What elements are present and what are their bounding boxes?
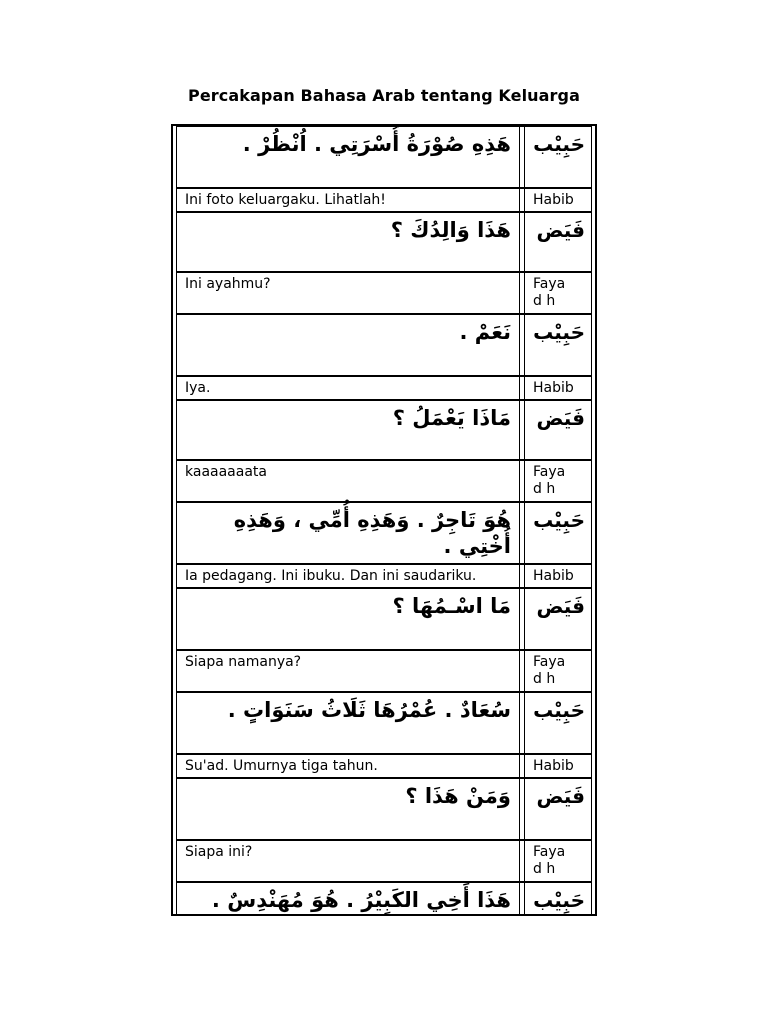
translation-text: Iya. (185, 380, 211, 396)
speaker-cell (524, 779, 592, 839)
arabic-speaker-name: حَبِيْب (533, 320, 585, 344)
arabic-speaker-name: حَبِيْب (533, 508, 585, 532)
speaker-cell (524, 883, 592, 916)
arabic-speaker-name: حَبِيْب (533, 698, 585, 722)
arabic-text-cell (176, 693, 520, 753)
translation-row (176, 650, 592, 692)
speaker-name: Fayad h (533, 464, 566, 497)
translation-row (176, 460, 592, 502)
translation-text: kaaaaaaata (185, 464, 267, 480)
speaker-name: Fayad h (533, 844, 566, 877)
speaker-name: Habib (533, 568, 574, 584)
arabic-row (176, 882, 592, 916)
translation-text-cell (176, 377, 520, 399)
arabic-row (176, 126, 592, 188)
translation-row (176, 564, 592, 588)
speaker-name: Fayad h (533, 276, 566, 309)
translation-text: Ini foto keluargaku. Lihatlah! (185, 192, 386, 208)
speaker-cell (524, 315, 592, 375)
arabic-speaker-name: فَيَض (536, 784, 585, 808)
arabic-text: هَذِهِ صُوْرَةُ أُسْرَتِي . اُنْظُرْ . (242, 132, 511, 156)
translation-text-cell (176, 189, 520, 211)
translation-text: Ia pedagang. Ini ibuku. Dan ini saudariku. (185, 568, 477, 584)
translation-text: Siapa namanya? (185, 654, 302, 670)
arabic-text: هُوَ تَاجِرٌ . وَهَذِهِ أُمِّي ، وَهَذِهِ أُخْتِي . (233, 508, 511, 558)
arabic-row (176, 212, 592, 272)
arabic-text: نَعَمْ . (459, 320, 511, 344)
speaker-cell (524, 461, 592, 501)
speaker-cell (524, 377, 592, 399)
speaker-cell (524, 841, 592, 881)
arabic-text: سُعَادٌ . عُمْرُهَا ثَلَاثُ سَنَوَاتٍ . (227, 698, 511, 722)
speaker-cell (524, 565, 592, 587)
speaker-cell (524, 589, 592, 649)
speaker-name: Fayad h (533, 654, 566, 687)
speaker-cell (524, 651, 592, 691)
speaker-cell (524, 693, 592, 753)
translation-text-cell (176, 841, 520, 881)
arabic-row (176, 314, 592, 376)
arabic-speaker-name: فَيَض (536, 218, 585, 242)
arabic-row (176, 692, 592, 754)
speaker-name: Habib (533, 380, 574, 396)
translation-text-cell (176, 565, 520, 587)
page-title: Percakapan Bahasa Arab tentang Keluarga (188, 86, 580, 105)
arabic-row (176, 502, 592, 564)
arabic-text: هَذَا أَخِي الكَبِيْرُ . هُوَ مُهَنْدِسٌ . (211, 888, 511, 912)
arabic-text-cell (176, 779, 520, 839)
arabic-speaker-name: حَبِيْب (533, 132, 585, 156)
arabic-text-cell (176, 883, 520, 916)
translation-text: Siapa ini? (185, 844, 253, 860)
speaker-name: Habib (533, 192, 574, 208)
speaker-cell (524, 189, 592, 211)
arabic-speaker-name: فَيَض (536, 594, 585, 618)
speaker-cell (524, 127, 592, 187)
speaker-cell (524, 755, 592, 777)
arabic-text-cell (176, 589, 520, 649)
translation-row (176, 376, 592, 400)
translation-row (176, 272, 592, 314)
arabic-speaker-name: فَيَض (536, 406, 585, 430)
translation-text-cell (176, 461, 520, 501)
translation-text-cell (176, 651, 520, 691)
translation-row (176, 754, 592, 778)
translation-row (176, 840, 592, 882)
arabic-text: مَاذَا يَعْمَلُ ؟ (392, 406, 511, 430)
translation-text-cell (176, 755, 520, 777)
speaker-cell (524, 503, 592, 563)
speaker-cell (524, 213, 592, 271)
arabic-text-cell (176, 213, 520, 271)
arabic-text-cell (176, 127, 520, 187)
arabic-text-cell (176, 315, 520, 375)
arabic-speaker-name: حَبِيْب (533, 888, 585, 912)
arabic-text-cell (176, 503, 520, 563)
arabic-text: مَا اسْـمُهَا ؟ (392, 594, 511, 618)
arabic-row (176, 400, 592, 460)
conversation-table (171, 124, 597, 916)
arabic-row (176, 588, 592, 650)
speaker-name: Habib (533, 758, 574, 774)
arabic-text: وَمَنْ هَذَا ؟ (405, 784, 511, 808)
translation-text: Ini ayahmu? (185, 276, 271, 292)
arabic-row (176, 778, 592, 840)
translation-row (176, 188, 592, 212)
translation-text-cell (176, 273, 520, 313)
arabic-text: هَذَا وَالِدُكَ ؟ (390, 218, 511, 242)
speaker-cell (524, 401, 592, 459)
arabic-text-cell (176, 401, 520, 459)
speaker-cell (524, 273, 592, 313)
translation-text: Su'ad. Umurnya tiga tahun. (185, 758, 378, 774)
